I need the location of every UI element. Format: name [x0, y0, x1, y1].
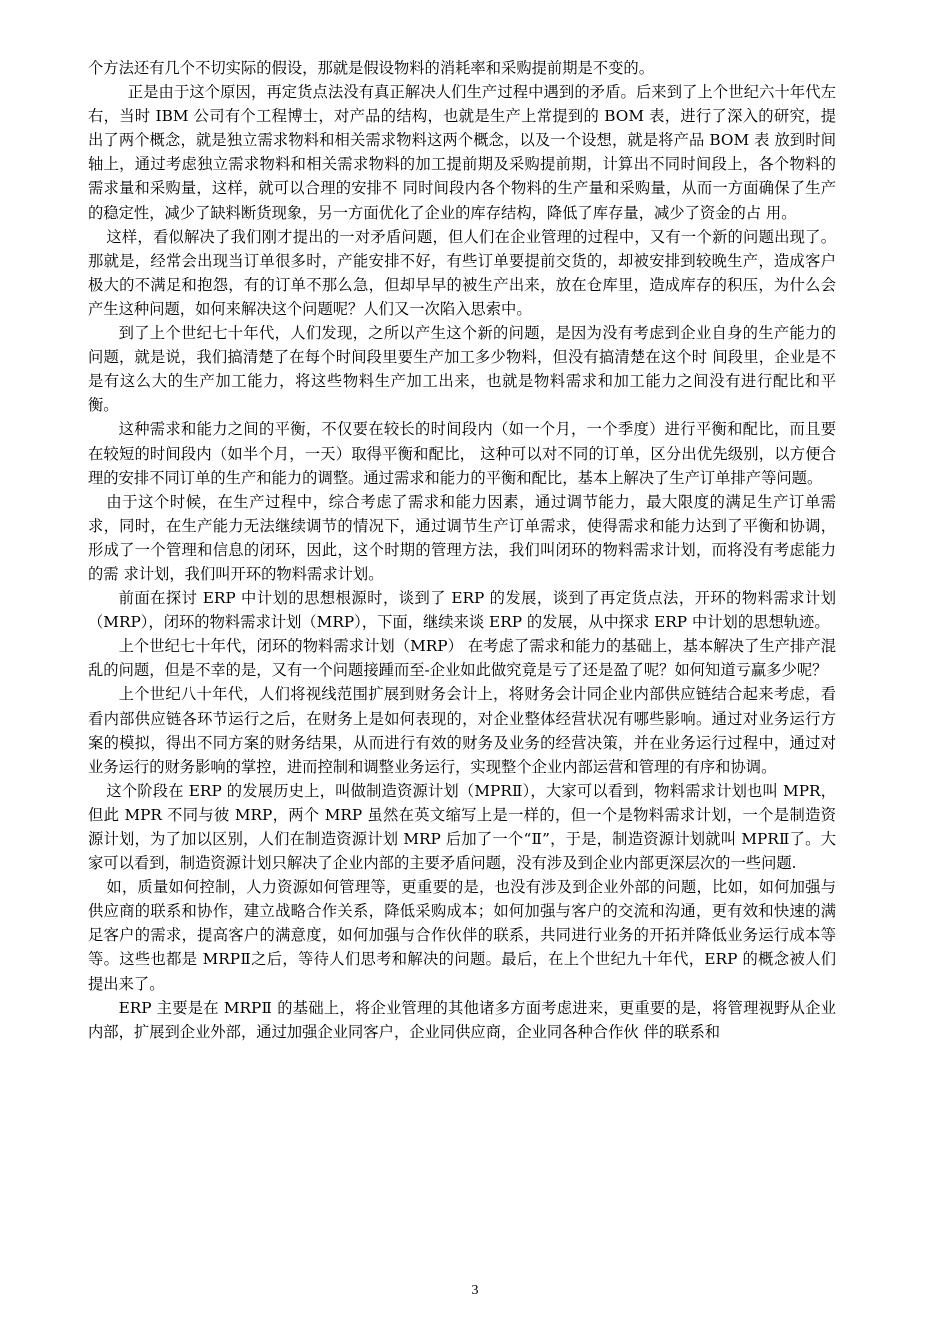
paragraph-4: 到了上个世纪七十年代，人们发现，之所以产生这个新的问题，是因为没有考虑到企业自身的生产能力的问题，就是说，我们搞清楚了在每个时间段里要生产加工多少物料，但没有搞清楚在这个时 间段里，企业是不是有这么大的生产加工能力，将这些物料生产加工出来，也就是物料需求和加工能力之间没有进行配比和平衡。 — [88, 324, 836, 415]
paragraph-3: 这样，看似解决了我们刚才提出的一对矛盾问题，但人们在企业管理的过程中，又有一个新的问题出现了。那就是，经常会出现当订单很多时，产能安排不好，有些订单要提前交货的，却被安排到较晚生产，造成客户极大的不满足和抱怨，有的订单不那么急，但却早早的被生产出来，放在仓库里，造成库存的积压，为什么会产生这种问题，如何来解决这个问题呢？人们又一次陷入思索中。 — [88, 227, 836, 318]
paragraph-11: 如，质量如何控制，人力资源如何管理等，更重要的是，也没有涉及到企业外部的问题，比如，如何加强与供应商的联系和协作，建立战略合作关系，降低采购成本；如何加强与客户的交流和沟通，更有效和快速的满足客户的需求，提高客户的满意度，如何加强与合作伙伴的联系，共同进行业务的开拓并降低业务运行成本等等。这些也都是 MRPⅡ之后，等待人们思考和解决的问题。最后，在上个世纪九十年代，ERP 的概念被人们提出来了。 — [88, 878, 836, 993]
paragraph-7: 前面在探讨 ERP 中计划的思想根源时，谈到了 ERP 的发展，谈到了再定货点法，开环的物料需求计划（MRP），闭环的物料需求计划（MRP），下面，继续来谈 ERP 的发展，从中探求 ERP 中计划的思想轨迹。 — [88, 589, 836, 632]
paragraph-2: 正是由于这个原因，再定货点法没有真正解决人们生产过程中遇到的矛盾。后来到了上个世纪六十年代左右，当时 IBM 公司有个工程博士，对产品的结构，也就是生产上常提到的 BOM 表，进行了深入的研究，提出了两个概念，就是独立需求物料和相关需求物料这两个概念，以及一个设想，就是将产品 BOM 表 放到时间轴上，通过考虑独立需求物料和相关需求物料的加工提前期及采购提前期，计算出不同时间段上，各个物料的需求量和采购量，这样，就可以合理的安排不 同时间段内各个物料的生产量和采购量，从而一方面确保了生产的稳定性，减少了缺料断货现象，另一方面优化了企业的库存结构，降低了库存量，减少了资金的占 用。 — [88, 83, 836, 222]
paragraph-12: ERP 主要是在 MRPⅡ 的基础上，将企业管理的其他诸多方面考虑进来，更重要的是，将管理视野从企业内部，扩展到企业外部，通过加强企业同客户，企业同供应商，企业同各种合作伙 伴的联系和 — [88, 998, 836, 1041]
paragraph-8: 上个世纪七十年代，闭环的物料需求计划（MRP） 在考虑了需求和能力的基础上，基本解决了生产排产混乱的问题，但是不幸的是，又有一个问题接踵而至-企业如此做究竟是亏了还是盈了呢？如何知道亏赢多少呢？ — [88, 637, 836, 680]
document-body — [88, 56, 836, 1044]
paragraph-10: 这个阶段在 ERP 的发展历史上，叫做制造资源计划（MPRⅡ），大家可以看到，物料需求计划也叫 MPR，但此 MPR 不同与彼 MRP，两个 MRP 虽然在英文缩写上是一样的，但一个是物料需求计划，一个是制造资源计划，为了加以区别，人们在制造资源计划 MRP 后加了一个“Ⅱ”，于是，制造资源计划就叫 MPRⅡ了。大家可以看到，制造资源计划只解决了企业内部的主要矛盾问题，没有涉及到企业内部更深层次的一些问题. — [88, 781, 836, 873]
page-number: 3 — [471, 1283, 479, 1298]
paragraph-5: 这种需求和能力之间的平衡，不仅要在较长的时间段内（如一个月，一个季度）进行平衡和配比，而且要在较短的时间段内（如半个月，一天）取得平衡和配比， 这种可以对不同的订单，区分出优先级别，以方便合理的安排不同订单的生产和能力的调整。通过需求和能力的平衡和配比，基本上解决了生产订单排产等问题。 — [88, 420, 836, 487]
paragraph-6: 由于这个时候，在生产过程中，综合考虑了需求和能力因素，通过调节能力，最大限度的满足生产订单需求，同时，在生产能力无法继续调节的情况下，通过调节生产订单需求，使得需求和能力达到了平衡和协调，形成了一个管理和信息的闭环，因此，这个时期的管理方法，我们叫闭环的物料需求计划，而将没有考虑能力的需 求计划，我们叫开环的物料需求计划。 — [88, 492, 836, 583]
paragraph-1: 个方法还有几个不切实际的假设，那就是假设物料的消耗率和采购提前期是不变的。 — [88, 59, 654, 77]
paragraph-9: 上个世纪八十年代，人们将视线范围扩展到财务会计上，将财务会计同企业内部供应链结合起来考虑，看看内部供应链各环节运行之后，在财务上是如何表现的，对企业整体经营状况有哪些影响。通过对业务运行方案的模拟，得出不同方案的财务结果，从而进行有效的财务及业务的经营决策，并在业务运行过程中，通过对业务运行的财务影响的掌控，进而控制和调整业务运行，实现整个企业内部运营和管理的有序和协调。 — [88, 685, 836, 776]
